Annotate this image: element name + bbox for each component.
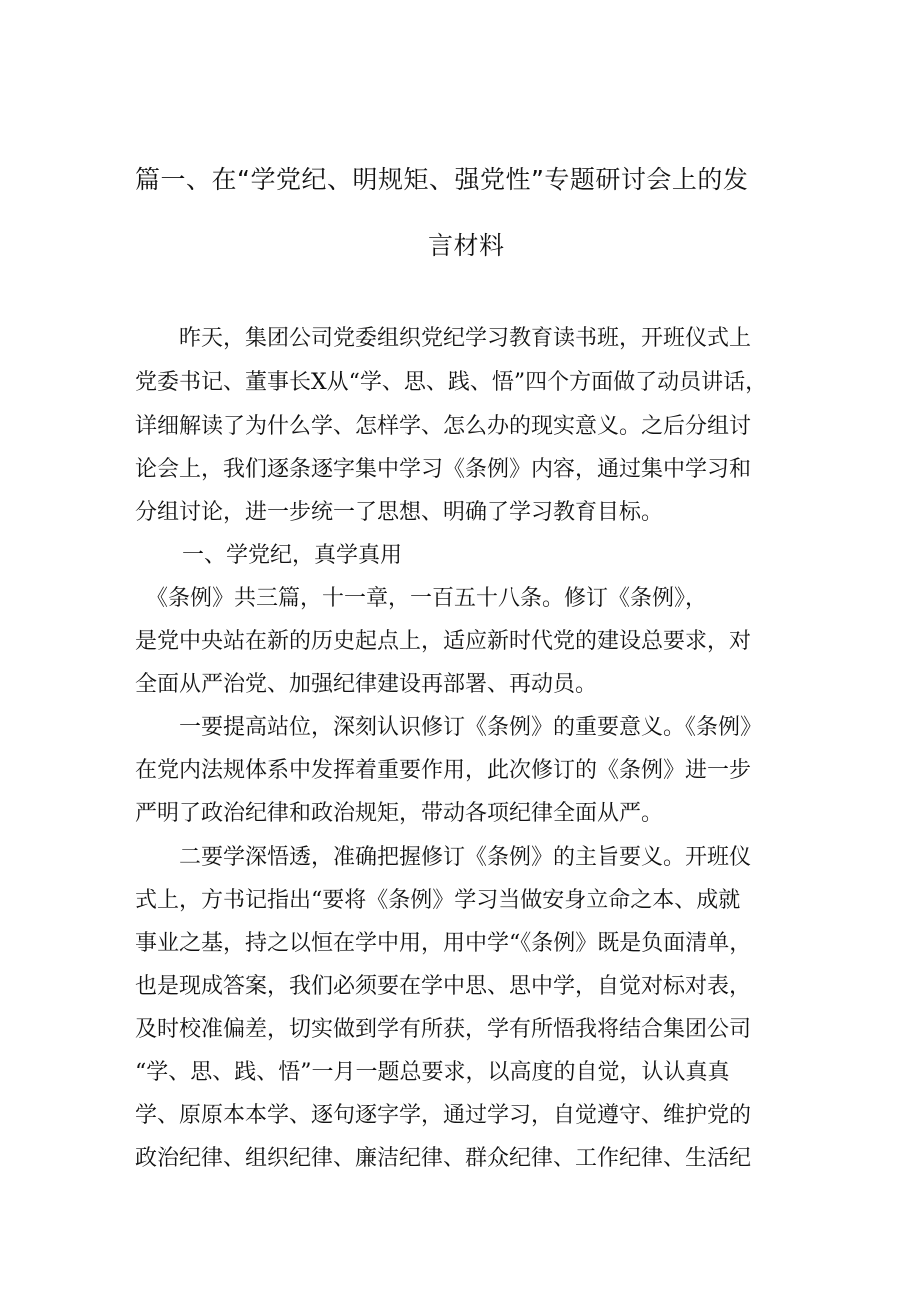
body-text-line: 政治纪律、组织纪律、廉洁纪律、群众纪律、工作纪律、生活纪 <box>135 1146 752 1171</box>
body-text-line: 论会上，我们逐条逐字集中学习《条例》内容，通过集中学习和 <box>135 457 752 482</box>
body-text-line: 《条例》共三篇，十一章，一百五十八条。修订《条例》， <box>135 586 708 611</box>
body-text-line: 一要提高站位，深刻认识修订《条例》的重要意义。《条例》 <box>135 715 763 740</box>
body-text-line: 详细解读了为什么学、怎样学、怎么办的现实意义。之后分组讨 <box>135 414 752 439</box>
body-text-line: 在党内法规体系中发挥着重要作用，此次修订的《条例》进一步 <box>135 758 752 783</box>
body-text-line: 事业之基，持之以恒在学中用，用中学“《条例》既是负面清单， <box>135 931 752 956</box>
body-text-line: 式上，方书记指出“要将《条例》学习当做安身立命之本、成就 <box>135 888 741 913</box>
body-text-line: 也是现成答案，我们必须要在学中思、思中学，自觉对标对表， <box>135 974 752 999</box>
document-title-line-2: 言材料 <box>428 231 505 260</box>
body-text-line: “学、思、践、悟”一月一题总要求，以高度的自觉，认认真真 <box>135 1060 730 1085</box>
section-heading: 一、学党纪，真学真用 <box>182 543 403 568</box>
body-text-line: 党委书记、董事长X从“学、思、践、悟”四个方面做了动员讲话， <box>135 370 768 395</box>
body-text-line: 学、原原本本学、逐句逐字学，通过学习，自觉遵守、维护党的 <box>135 1103 752 1128</box>
body-text-line: 二要学深悟透，准确把握修订《条例》的主旨要义。开班仪 <box>135 845 752 870</box>
body-text-line: 是党中央站在新的历史起点上，适应新时代党的建设总要求，对 <box>135 629 752 654</box>
body-text-line: 昨天，集团公司党委组织党纪学习教育读书班，开班仪式上 <box>135 326 752 351</box>
body-text-line: 及时校准偏差，切实做到学有所获，学有所悟我将结合集团公司 <box>135 1017 752 1042</box>
body-text-line: 全面从严治党、加强纪律建设再部署、再动员。 <box>135 672 598 697</box>
document-title-line-1: 篇一、在“学党纪、明规矩、强党性”专题研讨会上的发 <box>135 165 749 194</box>
body-text-line: 分组讨论，进一步统一了思想、明确了学习教育目标。 <box>135 500 664 525</box>
body-text-line: 严明了政治纪律和政治规矩，带动各项纪律全面从严。 <box>135 801 664 826</box>
